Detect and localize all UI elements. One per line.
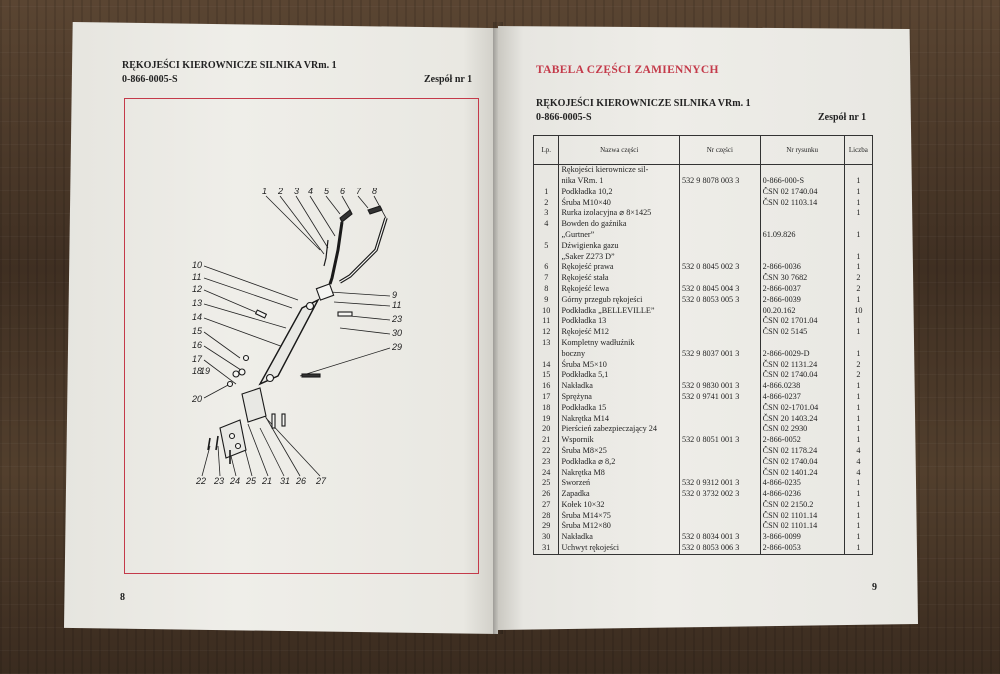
cell-part-no: 532 0 3732 002 3	[679, 489, 760, 500]
cell-part-no: 532 9 8078 003 3	[679, 176, 760, 187]
table-row	[534, 457, 873, 468]
cell-name: Śruba M12×80	[559, 521, 680, 532]
cell-quantity: 1	[844, 327, 872, 338]
table-row	[534, 208, 873, 219]
table-row	[534, 165, 873, 176]
cell-drawing-no	[760, 241, 844, 252]
cell-quantity: 1	[844, 413, 872, 424]
cell-lp: 29	[534, 521, 559, 532]
svg-text:29: 29	[392, 342, 403, 352]
cell-part-no	[679, 230, 760, 241]
svg-text:2: 2	[278, 188, 284, 196]
cell-drawing-no	[760, 219, 844, 230]
table-row	[534, 176, 873, 187]
cell-name: Śruba M14×75	[559, 511, 680, 522]
table-row	[534, 284, 873, 295]
svg-text:11: 11	[192, 272, 202, 282]
cell-name: Nakrętka M14	[559, 413, 680, 424]
cell-quantity: 1	[844, 478, 872, 489]
spare-parts-table-heading: TABELA CZĘŚCI ZAMIENNYCH	[536, 64, 719, 76]
cell-name: „Saker Z273 D”	[559, 251, 680, 262]
cell-lp: 31	[534, 543, 559, 554]
cell-part-no	[679, 446, 760, 457]
svg-text:31: 31	[280, 476, 291, 486]
svg-text:23: 23	[214, 476, 225, 486]
cell-quantity: 1	[844, 424, 872, 435]
svg-text:24: 24	[230, 476, 241, 486]
svg-text:27: 27	[316, 476, 327, 486]
table-row	[534, 424, 873, 435]
table-row	[534, 489, 873, 500]
cell-lp: 24	[534, 467, 559, 478]
cell-drawing-no: 2-866-0037	[760, 284, 844, 295]
exploded-parts-diagram	[190, 188, 420, 488]
table-row	[534, 521, 873, 532]
table-row	[534, 316, 873, 327]
cell-quantity: 1	[844, 208, 872, 219]
cell-part-no	[679, 165, 760, 176]
cell-lp: 7	[534, 273, 559, 284]
cell-lp: 20	[534, 424, 559, 435]
table-row	[534, 262, 873, 273]
cell-drawing-no: 2-866-0039	[760, 295, 844, 306]
table-row	[534, 359, 873, 370]
table-row	[534, 338, 873, 349]
svg-text:21: 21	[262, 476, 273, 486]
col-header-drawing-no: Nr rysunku	[760, 136, 844, 165]
cell-quantity: 1	[844, 543, 872, 554]
cell-name: Kołek 10×32	[559, 500, 680, 511]
cell-name: Dźwigienka gazu	[559, 241, 680, 252]
cell-quantity: 4	[844, 467, 872, 478]
cell-name: nika VRm. 1	[559, 176, 680, 187]
cell-quantity: 1	[844, 230, 872, 241]
cell-lp: 18	[534, 403, 559, 414]
cell-part-no: 532 0 8051 001 3	[679, 435, 760, 446]
cell-lp: 25	[534, 478, 559, 489]
cell-drawing-no	[760, 338, 844, 349]
cell-lp: 13	[534, 338, 559, 349]
table-row	[534, 381, 873, 392]
cell-name: Uchwyt rękojeści	[559, 543, 680, 554]
right-page-group: Zespół nr 1	[818, 112, 867, 123]
cell-quantity: 1	[844, 392, 872, 403]
table-row	[534, 251, 873, 262]
cell-name: Rękojeść lewa	[559, 284, 680, 295]
cell-quantity: 1	[844, 381, 872, 392]
cell-lp	[534, 349, 559, 360]
cell-name: Rękojeści kierownicze sil-	[559, 165, 680, 176]
svg-text:6: 6	[340, 188, 346, 196]
cell-drawing-no: ČSN 02 5145	[760, 327, 844, 338]
right-page-title: RĘKOJEŚCI KIEROWNICZE SILNIKA VRm. 1	[536, 98, 751, 109]
cell-drawing-no: ČSN 02 1178.24	[760, 446, 844, 457]
cell-lp	[534, 165, 559, 176]
cell-drawing-no	[760, 251, 844, 262]
table-row	[534, 500, 873, 511]
cell-drawing-no: ČSN 02 1740.04	[760, 370, 844, 381]
cell-name: Rękojeść prawa	[559, 262, 680, 273]
svg-text:10: 10	[192, 260, 203, 270]
table-row	[534, 187, 873, 198]
cell-lp: 17	[534, 392, 559, 403]
cell-quantity	[844, 165, 872, 176]
cell-lp: 6	[534, 262, 559, 273]
cell-name: Podkładka 15	[559, 403, 680, 414]
cell-name: Podkładka 10,2	[559, 187, 680, 198]
cell-lp: 5	[534, 241, 559, 252]
table-header-row	[534, 136, 873, 165]
cell-part-no	[679, 359, 760, 370]
cell-lp: 27	[534, 500, 559, 511]
svg-text:15: 15	[192, 326, 203, 336]
cell-drawing-no	[760, 208, 844, 219]
cell-quantity: 4	[844, 457, 872, 468]
cell-name: Śruba M8×25	[559, 446, 680, 457]
cell-lp	[534, 230, 559, 241]
cell-part-no: 532 0 8045 002 3	[679, 262, 760, 273]
cell-name: Podkładka „BELLEVILLE”	[559, 305, 680, 316]
cell-quantity: 2	[844, 359, 872, 370]
cell-drawing-no: 2-866-0053	[760, 543, 844, 554]
svg-text:11: 11	[392, 300, 402, 310]
cell-lp: 1	[534, 187, 559, 198]
left-page-title: RĘKOJEŚCI KIEROWNICZE SILNIKA VRm. 1	[122, 60, 337, 71]
cell-drawing-no: 00.20.162	[760, 305, 844, 316]
cell-quantity: 2	[844, 370, 872, 381]
cell-part-no	[679, 413, 760, 424]
cell-drawing-no: ČSN 02 1401.24	[760, 467, 844, 478]
cell-quantity: 1	[844, 349, 872, 360]
cell-part-no	[679, 370, 760, 381]
cell-name: Kompletny wadłuźnik	[559, 338, 680, 349]
left-page-group: Zespół nr 1	[424, 74, 473, 85]
table-row	[534, 219, 873, 230]
cell-lp: 30	[534, 532, 559, 543]
cell-lp: 23	[534, 457, 559, 468]
cell-drawing-no: ČSN 02 2930	[760, 424, 844, 435]
cell-part-no	[679, 457, 760, 468]
cell-name: „Gurtner”	[559, 230, 680, 241]
cell-part-no	[679, 273, 760, 284]
table-row	[534, 295, 873, 306]
cell-drawing-no: 0-866-000-S	[760, 176, 844, 187]
svg-text:7: 7	[356, 188, 362, 196]
table-row	[534, 273, 873, 284]
cell-drawing-no	[760, 165, 844, 176]
cell-lp: 16	[534, 381, 559, 392]
cell-lp: 11	[534, 316, 559, 327]
cell-part-no	[679, 219, 760, 230]
cell-lp: 12	[534, 327, 559, 338]
svg-text:20: 20	[192, 394, 203, 404]
table-row	[534, 413, 873, 424]
cell-name: Rękojeść M12	[559, 327, 680, 338]
cell-name: Podkładka 5,1	[559, 370, 680, 381]
table-row	[534, 543, 873, 554]
cell-drawing-no: ČSN 02 2150.2	[760, 500, 844, 511]
cell-part-no	[679, 403, 760, 414]
table-row	[534, 478, 873, 489]
svg-text:12: 12	[192, 284, 203, 294]
cell-drawing-no: 4-866-0236	[760, 489, 844, 500]
cell-quantity: 2	[844, 284, 872, 295]
table-row	[534, 532, 873, 543]
cell-drawing-no: 61.09.826	[760, 230, 844, 241]
table-row	[534, 467, 873, 478]
cell-lp: 26	[534, 489, 559, 500]
cell-quantity: 10	[844, 305, 872, 316]
cell-lp: 19	[534, 413, 559, 424]
cell-drawing-no: ČSN 02 1101.14	[760, 521, 844, 532]
cell-name: Śruba M10×40	[559, 197, 680, 208]
cell-drawing-no: 4-866-0237	[760, 392, 844, 403]
cell-quantity: 1	[844, 176, 872, 187]
cell-part-no	[679, 187, 760, 198]
cell-lp: 14	[534, 359, 559, 370]
cell-quantity: 1	[844, 316, 872, 327]
svg-text:4: 4	[308, 188, 314, 196]
cell-name: Nakładka	[559, 381, 680, 392]
svg-text:30: 30	[392, 328, 403, 338]
cell-part-no: 532 9 8037 001 3	[679, 349, 760, 360]
cell-part-no: 532 0 9741 001 3	[679, 392, 760, 403]
cell-drawing-no: ČSN 02 1103.14	[760, 197, 844, 208]
table-row	[534, 349, 873, 360]
cell-quantity	[844, 241, 872, 252]
cell-part-no	[679, 241, 760, 252]
cell-quantity: 2	[844, 273, 872, 284]
cell-quantity: 1	[844, 521, 872, 532]
cell-part-no	[679, 316, 760, 327]
cell-part-no	[679, 327, 760, 338]
cell-lp: 3	[534, 208, 559, 219]
cell-quantity: 1	[844, 532, 872, 543]
cell-quantity: 1	[844, 435, 872, 446]
cell-drawing-no: 3-866-0099	[760, 532, 844, 543]
table-row	[534, 241, 873, 252]
cell-name: boczny	[559, 349, 680, 360]
table-row	[534, 403, 873, 414]
cell-part-no	[679, 511, 760, 522]
cell-name: Nakładka	[559, 532, 680, 543]
svg-text:25: 25	[246, 476, 257, 486]
cell-drawing-no: ČSN 02-1701.04	[760, 403, 844, 414]
cell-lp: 9	[534, 295, 559, 306]
cell-part-no	[679, 467, 760, 478]
cell-drawing-no: ČSN 02 1740.04	[760, 457, 844, 468]
cell-quantity: 1	[844, 295, 872, 306]
cell-drawing-no: ČSN 02 1701.04	[760, 316, 844, 327]
cell-lp: 22	[534, 446, 559, 457]
svg-text:3: 3	[294, 188, 300, 196]
cell-part-no: 532 0 8045 004 3	[679, 284, 760, 295]
col-header-part-no: Nr części	[679, 136, 760, 165]
cell-drawing-no: ČSN 02 1101.14	[760, 511, 844, 522]
cell-drawing-no: 4-866-0235	[760, 478, 844, 489]
table-row	[534, 435, 873, 446]
cell-name: Śruba M5×10	[559, 359, 680, 370]
cell-part-no	[679, 251, 760, 262]
cell-lp: 15	[534, 370, 559, 381]
col-header-name: Nazwa części	[559, 136, 680, 165]
svg-text:26: 26	[296, 476, 307, 486]
right-page-code: 0-866-0005-S	[536, 112, 592, 123]
table-row	[534, 511, 873, 522]
cell-part-no	[679, 500, 760, 511]
cell-name: Rurka izolacyjna ⌀ 8×1425	[559, 208, 680, 219]
cell-drawing-no: ČSN 02 1740.04	[760, 187, 844, 198]
cell-drawing-no: ČSN 20 1403.24	[760, 413, 844, 424]
cell-lp: 28	[534, 511, 559, 522]
cell-part-no	[679, 424, 760, 435]
cell-name: Zapadka	[559, 489, 680, 500]
cell-quantity: 1	[844, 489, 872, 500]
cell-part-no	[679, 305, 760, 316]
cell-name: Podkładka 13	[559, 316, 680, 327]
cell-quantity: 1	[844, 403, 872, 414]
cell-drawing-no: 2-866-0052	[760, 435, 844, 446]
cell-quantity	[844, 219, 872, 230]
svg-text:17: 17	[192, 354, 203, 364]
table-row	[534, 392, 873, 403]
cell-drawing-no: 2-866-0036	[760, 262, 844, 273]
cell-part-no	[679, 197, 760, 208]
table-row	[534, 305, 873, 316]
cell-quantity: 1	[844, 262, 872, 273]
cell-part-no: 532 0 8053 006 3	[679, 543, 760, 554]
cell-name: Sworzeń	[559, 478, 680, 489]
table-row	[534, 446, 873, 457]
cell-name: Sprężyna	[559, 392, 680, 403]
cell-quantity: 4	[844, 446, 872, 457]
cell-lp: 4	[534, 219, 559, 230]
cell-part-no	[679, 338, 760, 349]
cell-part-no: 532 0 8034 001 3	[679, 532, 760, 543]
cell-name: Nakrętka M8	[559, 467, 680, 478]
cell-drawing-no: 2-866-0029-D	[760, 349, 844, 360]
cell-lp	[534, 251, 559, 262]
left-page-code: 0-866-0005-S	[122, 74, 178, 85]
cell-lp	[534, 176, 559, 187]
cell-part-no	[679, 208, 760, 219]
cell-drawing-no: ČSN 30 7682	[760, 273, 844, 284]
cell-part-no: 532 0 8053 005 3	[679, 295, 760, 306]
cell-quantity: 1	[844, 187, 872, 198]
svg-text:13: 13	[192, 298, 203, 308]
table-row	[534, 370, 873, 381]
svg-text:8: 8	[372, 188, 378, 196]
svg-text:5: 5	[324, 188, 330, 196]
cell-name: Rękojeść stała	[559, 273, 680, 284]
cell-part-no: 532 0 9312 001 3	[679, 478, 760, 489]
cell-name: Bowden do gaźnika	[559, 219, 680, 230]
cell-name: Wspornik	[559, 435, 680, 446]
cell-drawing-no: ČSN 02 1131.24	[760, 359, 844, 370]
cell-lp: 8	[534, 284, 559, 295]
svg-text:1: 1	[262, 188, 268, 196]
col-header-quantity: Liczba	[844, 136, 872, 165]
cell-quantity	[844, 338, 872, 349]
svg-text:16: 16	[192, 340, 203, 350]
svg-text:14: 14	[192, 312, 203, 322]
svg-text:22: 22	[196, 476, 207, 486]
cell-name: Pierścień zabezpieczający 24	[559, 424, 680, 435]
table-row	[534, 230, 873, 241]
svg-text:19: 19	[200, 366, 211, 376]
cell-lp: 10	[534, 305, 559, 316]
table-row	[534, 327, 873, 338]
cell-drawing-no: 4-866.0238	[760, 381, 844, 392]
cell-quantity: 1	[844, 197, 872, 208]
cell-quantity: 1	[844, 500, 872, 511]
cell-part-no	[679, 521, 760, 532]
table-row	[534, 197, 873, 208]
svg-text:9: 9	[392, 290, 398, 300]
cell-quantity: 1	[844, 251, 872, 262]
cell-part-no: 532 0 9830 001 3	[679, 381, 760, 392]
cell-lp: 2	[534, 197, 559, 208]
cell-quantity: 1	[844, 511, 872, 522]
right-page-number: 9	[872, 582, 877, 593]
cell-name: Górny przegub rękojeści	[559, 295, 680, 306]
col-header-lp: Lp.	[534, 136, 559, 165]
cell-lp: 21	[534, 435, 559, 446]
spare-parts-table	[533, 135, 873, 555]
left-page-number: 8	[120, 592, 125, 603]
svg-text:23: 23	[392, 314, 403, 324]
cell-name: Podkładka ⌀ 8,2	[559, 457, 680, 468]
svg-text:18: 18	[192, 366, 203, 376]
